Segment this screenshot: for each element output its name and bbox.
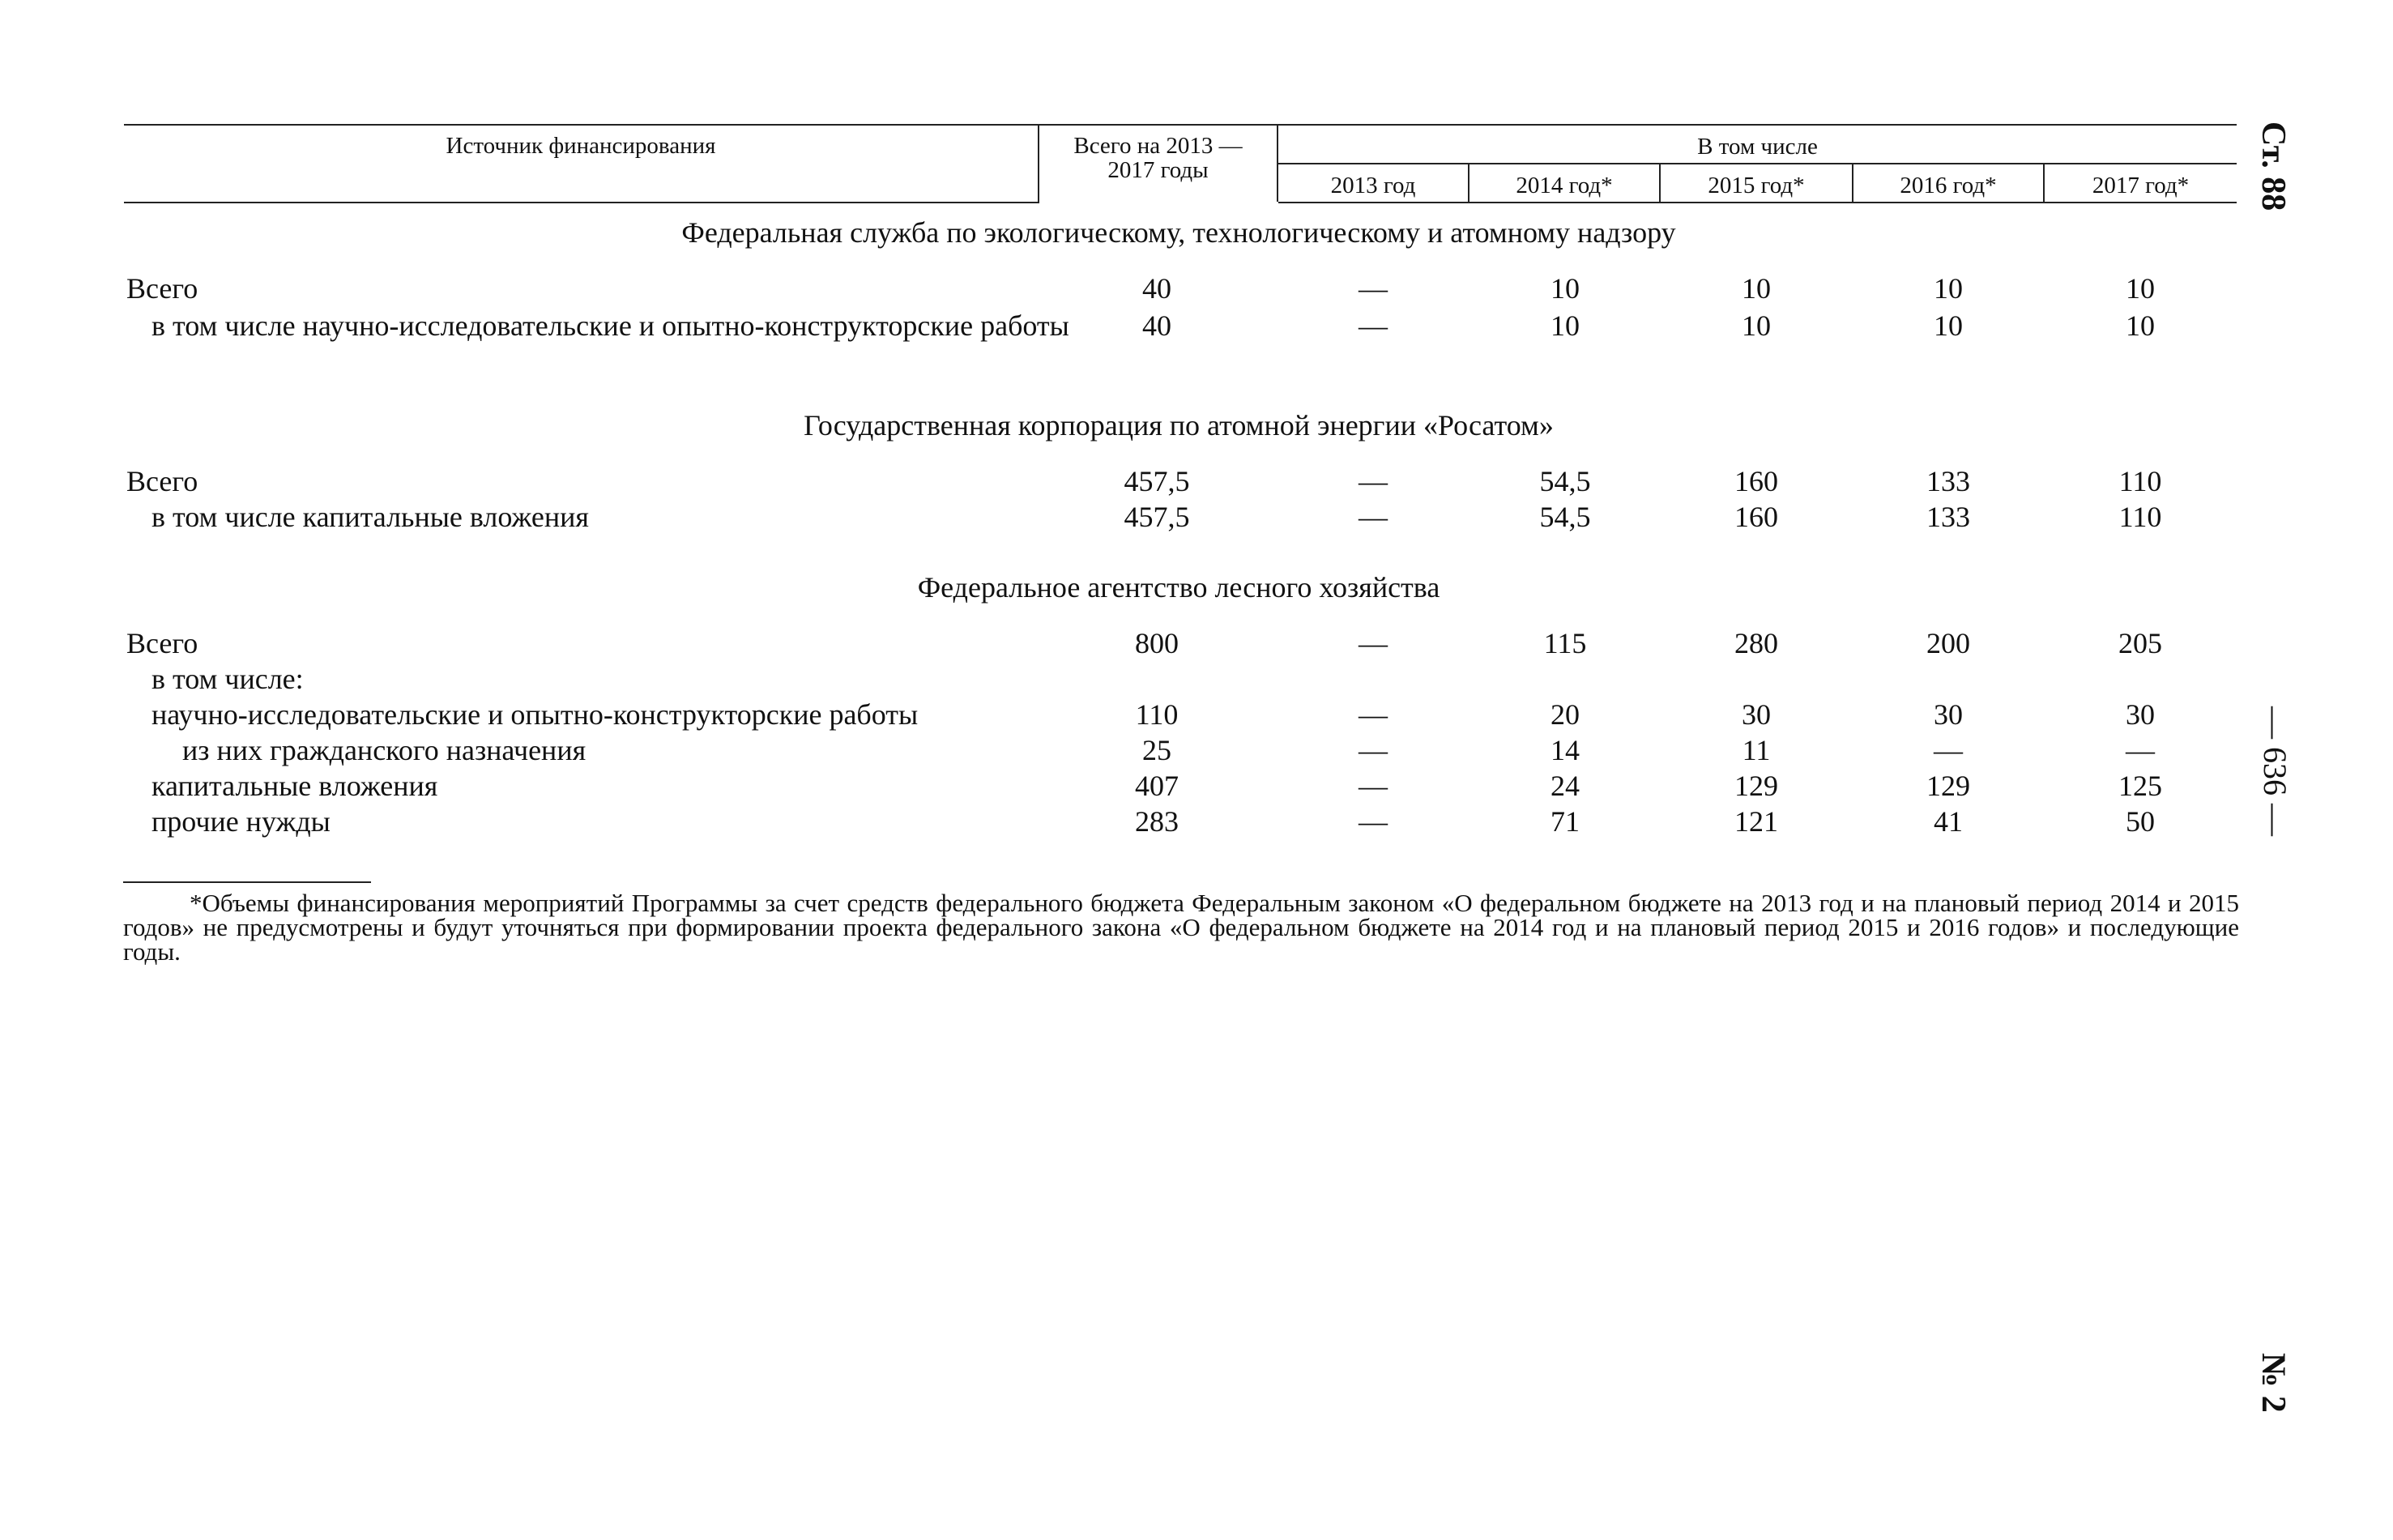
table-row <box>0 308 2393 373</box>
header-year-2013: 2013 год <box>1330 173 1416 198</box>
cell-2013: — <box>1359 465 1388 497</box>
header-source-of-funding: Источник финансирования <box>446 133 716 159</box>
cell-2017: 30 <box>2126 698 2155 731</box>
header-year-2014: 2014 год* <box>1516 173 1613 198</box>
cell-2017: 110 <box>2118 465 2162 497</box>
section-title: Государственная корпорация по атомной энергии «Росатом» <box>804 409 1554 442</box>
footnote: *Объемы финансирования мероприятий Программы за счет средств федерального бюджета Федеральным законом «О федеральном бюджете на 2013 год и на плановый период 2014 и 2015 годов» не предусмотрены и будут уточняться при формировании проекта федерального закона «О федеральном бюджете на 2014 год и на плановый период 2015 и 2016 годов» и последующие годы. <box>123 889 2239 966</box>
section-title: Федеральное агентство лесного хозяйства <box>917 571 1440 604</box>
cell-2016: 200 <box>1926 627 1970 659</box>
cell-2015: 30 <box>1742 698 1771 731</box>
table-row <box>0 499 2393 535</box>
cell-2015: 11 <box>1742 734 1771 766</box>
table-top-rule <box>124 124 2237 126</box>
header-year-2015: 2015 год* <box>1708 173 1805 198</box>
cell-2016: 41 <box>1934 805 1963 838</box>
table-row <box>0 271 2393 306</box>
row-label: капитальные вложения <box>151 770 438 802</box>
header-bottom-rule <box>124 202 1039 203</box>
cell-total: 407 <box>1135 770 1179 802</box>
cell-2015: 129 <box>1734 770 1778 802</box>
cell-2016: — <box>1934 734 1963 766</box>
cell-2017: 50 <box>2126 805 2155 838</box>
cell-total: 800 <box>1135 627 1179 659</box>
table-row <box>0 625 2393 661</box>
cell-2014: 10 <box>1551 272 1580 305</box>
cell-2016: 10 <box>1934 272 1963 305</box>
cell-2013: — <box>1359 770 1388 802</box>
cell-2015: 160 <box>1734 501 1778 533</box>
cell-2015: 160 <box>1734 465 1778 497</box>
cell-total: 283 <box>1135 805 1179 838</box>
cell-2015: 10 <box>1742 309 1771 342</box>
header-year-2016: 2016 год* <box>1900 173 1997 198</box>
table-row <box>0 804 2393 839</box>
cell-2017: — <box>2126 734 2155 766</box>
cell-2014: 71 <box>1551 805 1580 838</box>
cell-2014: 54,5 <box>1539 501 1591 533</box>
cell-2017: 10 <box>2126 272 2155 305</box>
table-row <box>0 732 2393 768</box>
cell-total: 110 <box>1135 698 1179 731</box>
cell-2017: 10 <box>2126 309 2155 342</box>
cell-2014: 115 <box>1543 627 1587 659</box>
cell-2013: — <box>1359 309 1388 342</box>
cell-2016: 133 <box>1926 465 1970 497</box>
row-label: Всего <box>126 627 198 659</box>
header-total-line1: Всего на 2013 — <box>1073 133 1243 159</box>
cell-2013: — <box>1359 805 1388 838</box>
table-row <box>0 697 2393 732</box>
row-label: в том числе: <box>151 663 304 695</box>
cell-2015: 10 <box>1742 272 1771 305</box>
row-label: прочие нужды <box>151 805 331 838</box>
cell-total: 25 <box>1142 734 1171 766</box>
margin-issue-number: № 2 <box>2254 1353 2292 1413</box>
cell-2013: — <box>1359 627 1388 659</box>
section-title: Федеральная служба по экологическому, технологическому и атомному надзору <box>681 216 1676 249</box>
cell-2014: 20 <box>1551 698 1580 731</box>
cell-total: 40 <box>1142 309 1171 342</box>
table-row <box>0 661 2393 697</box>
cell-total: 457,5 <box>1124 501 1190 533</box>
cell-2014: 10 <box>1551 309 1580 342</box>
header-total-line2: 2017 годы <box>1107 157 1209 183</box>
table-row <box>0 463 2393 499</box>
cell-2013: — <box>1359 501 1388 533</box>
header-inner-rule <box>1278 163 2237 164</box>
cell-2016: 30 <box>1934 698 1963 731</box>
cell-total: 40 <box>1142 272 1171 305</box>
margin-article-number: Ст. 88 <box>2254 122 2292 211</box>
cell-2016: 129 <box>1926 770 1970 802</box>
row-label: Всего <box>126 272 198 305</box>
table-row <box>0 768 2393 804</box>
row-label: в том числе научно-исследовательские и опытно-конструкторские работы <box>151 309 1069 342</box>
cell-2017: 110 <box>2118 501 2162 533</box>
header-including: В том числе <box>1697 134 1818 160</box>
margin-page-number: — 636 — <box>2257 706 2293 836</box>
row-label: из них гражданского назначения <box>182 734 587 766</box>
header-bottom-rule-years <box>1278 202 2237 203</box>
cell-2013: — <box>1359 698 1388 731</box>
cell-2017: 125 <box>2118 770 2162 802</box>
cell-2015: 280 <box>1734 627 1778 659</box>
row-label: в том числе капитальные вложения <box>151 501 589 533</box>
cell-2016: 133 <box>1926 501 1970 533</box>
cell-2014: 14 <box>1551 734 1580 766</box>
cell-2014: 24 <box>1551 770 1580 802</box>
cell-2015: 121 <box>1734 805 1778 838</box>
cell-2016: 10 <box>1934 309 1963 342</box>
row-label: научно-исследовательские и опытно-конструкторские работы <box>151 698 919 731</box>
cell-2014: 54,5 <box>1539 465 1591 497</box>
cell-2017: 205 <box>2118 627 2162 659</box>
cell-total: 457,5 <box>1124 465 1190 497</box>
header-year-2017: 2017 год* <box>2092 173 2190 198</box>
cell-2013: — <box>1359 272 1388 305</box>
cell-2013: — <box>1359 734 1388 766</box>
footnote-separator <box>123 881 371 883</box>
row-label: Всего <box>126 465 198 497</box>
